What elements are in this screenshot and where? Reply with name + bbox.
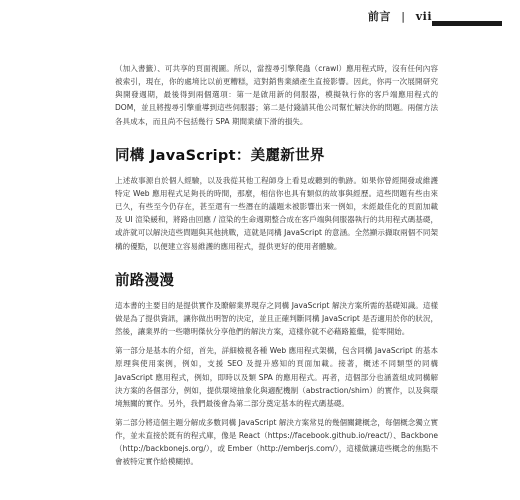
running-head bbox=[368, 8, 432, 24]
intro-paragraph: （加入書籤）、可共享的頁面視圖。所以，當搜尋引擎爬蟲（crawl）應用程式時，沒有任何內容被索引，現在，你的處境比以前更糟糕，這對銷售業績產生直接影響。因此，你再一次展開研究與開發週期，最後得到兩個選項：第一是啟用新的伺服器，模擬執行你的客戶端應用程式的 DOM，並且將搜尋引擎重導到這些伺服器；第二是付錢請其他公司幫忙解決你的問題。兩個方法各具成本，而且尚不包括幾行 SPA 期間業績下滑的損失。 bbox=[115, 64, 438, 126]
section-heading-roadmap: 前路漫漫 bbox=[115, 272, 175, 289]
spacer bbox=[115, 290, 438, 299]
roadmap-paragraph-2: 第一部分是基本的介紹，首先，詳細檢視各種 Web 應用程式架構，包含同構 JavaScript 的基本原理與使用案例，例如，支援 SEO 及提升感知的頁面加載。接著，概述不同類型的同構 JavaScript 應用程式，例如，即時以及類 SPA 的應用程式。再者，這個部分也涵蓋組成同構解決方案的各個部分，例如，提供環境抽象化與適配機制（abstraction/shim）的實作，以及與環境無關的實作。另外，我們最後會為第二部分奠定基本的程式碼基礎。 bbox=[115, 346, 438, 408]
isomorphic-paragraph: 上述故事源自於個人經驗，以及我從其他工程師身上看見或聽到的軌跡。如果你曾經開發或維護特定 Web 應用程式足夠長的時間，那麼，相信你也具有類似的故事與經歷。這些問題有些由來已久，有些至今仍存在，甚至還有一些潛在的議題未被影響出來一例如，未經最佳化的頁面加載及 UI 渲染緩和，將路由回應 / 渲染的生命週期整合成在客戶端與伺服器執行的共用程式碼基礎，或許就可以解決這些問題與其他挑戰，這就是同構 JavaScript 的意涵。全然顯示擷取兩個不同架構的優點，以便建立容易維護的應用程式，提供更好的使用者體驗。 bbox=[115, 175, 438, 251]
roadmap-paragraph-1: 這本書的主要目的是提供實作及瞭解業界現存之同構 JavaScript 解決方案所需的基礎知識。這樣做是為了提供資訊，讓你做出明智的決定，並且正確判斷同構 JavaScript 是否適用於你的狀況，然後，讓業界的一些聰明傑伙分享他們的解決方案，這樣你就不必藉路籃繼，從零開始。 bbox=[115, 300, 438, 337]
running-head-section: 前言 bbox=[367, 10, 391, 23]
section-heading-isomorphic: 同構 JavaScript：美麗新世界 bbox=[115, 147, 325, 164]
header-rule bbox=[432, 21, 502, 26]
spacer bbox=[115, 253, 438, 272]
spacer bbox=[115, 128, 438, 147]
page-body bbox=[115, 62, 438, 469]
spacer bbox=[115, 165, 438, 174]
running-head-separator: | bbox=[401, 10, 406, 23]
page-number: vii bbox=[415, 10, 432, 23]
roadmap-paragraph-3: 第二部分將這個主題分解成多數同構 JavaScript 解決方案常見的幾個關鍵概念，每個概念獨立實作，並未直接於既有的程式庫，像是 React（https://facebook.github.io/react/）、Backbone（http://backbonejs.org/），或 Ember（http://emberjs.com/），這樣做讓這些概念的焦點不會被特定實作給模糊掉。 bbox=[115, 417, 438, 467]
